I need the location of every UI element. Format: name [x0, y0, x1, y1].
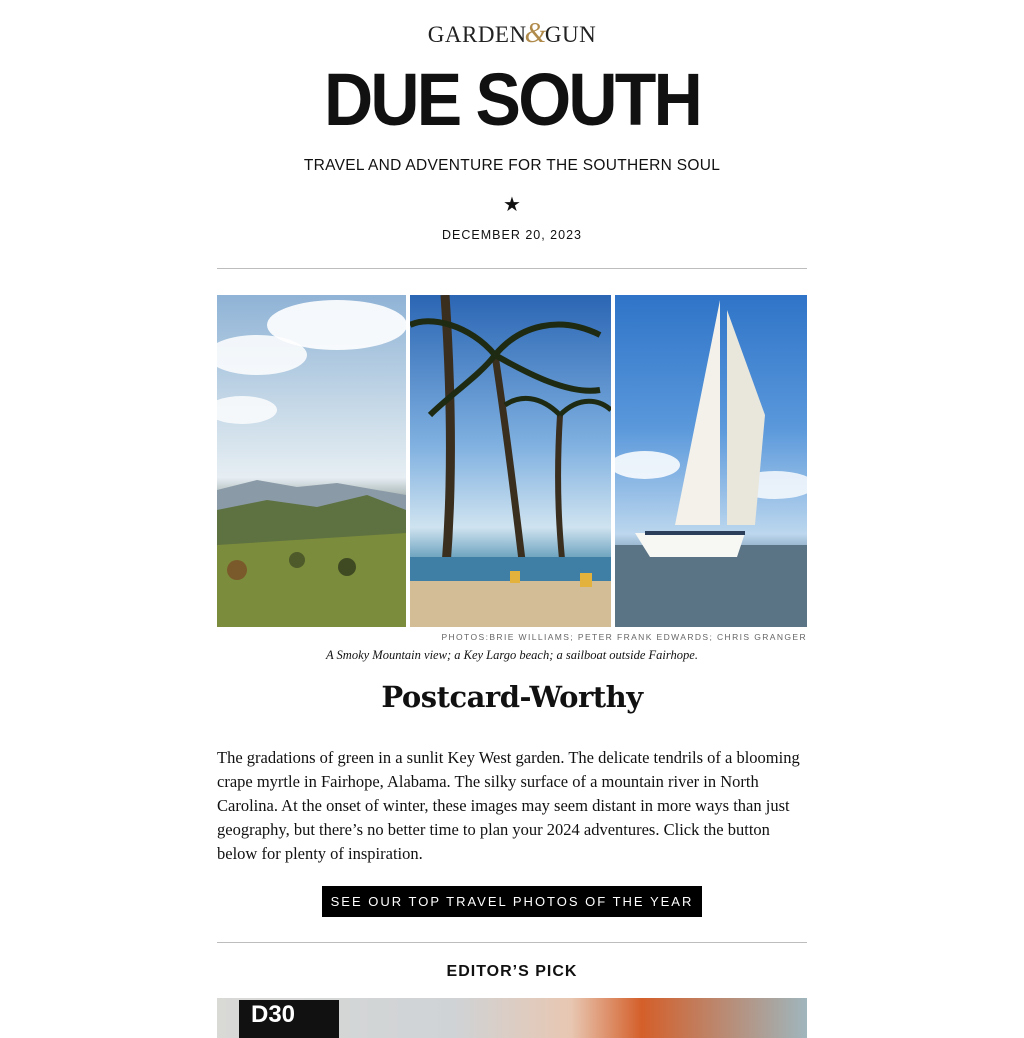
- logo-text-right: GUN: [544, 22, 597, 47]
- garden-and-gun-logo[interactable]: [217, 18, 807, 50]
- photo-caption: A Smoky Mountain view; a Key Largo beach; a sailboat outside Fairhope.: [326, 648, 698, 662]
- logo-ampersand: &: [524, 18, 547, 49]
- divider: [217, 268, 807, 269]
- fairhope-sailboat-photo[interactable]: [615, 295, 807, 627]
- mountain-illustration: [217, 295, 406, 627]
- article-headline: Postcard-Worthy: [381, 680, 643, 714]
- newsletter-title: DUE SOUTH: [323, 58, 701, 141]
- hero-photo-triptych[interactable]: [217, 295, 807, 627]
- newsletter-tagline: TRAVEL AND ADVENTURE FOR THE SOUTHERN SOUL: [303, 157, 721, 174]
- editors-pick-image[interactable]: [217, 998, 807, 1038]
- editors-pick-heading: EDITOR’S PICK: [446, 963, 578, 980]
- key-largo-beach-photo[interactable]: [410, 295, 611, 627]
- smoky-mountain-photo[interactable]: [217, 295, 406, 627]
- logo-text-left: GARDEN: [427, 22, 527, 47]
- palm-beach-illustration: [410, 295, 611, 627]
- see-top-travel-photos-button[interactable]: SEE OUR TOP TRAVEL PHOTOS OF THE YEAR: [322, 886, 702, 917]
- divider: [217, 942, 807, 943]
- photo-credit: PHOTOS:BRIE WILLIAMS; PETER FRANK EDWARDS; CHRIS GRANGER: [441, 632, 807, 642]
- article-body: The gradations of green in a sunlit Key West garden. The delicate tendrils of a blooming crape myrtle in Fairhope, Alabama. The silky surface of a mountain river in North Carolina. At the onset of winter, these images may seem distant in more ways than just geography, but there’s no better time to plan your 2024 adventures. Click the button below for plenty of inspiration.: [217, 748, 800, 863]
- star-icon: ★: [503, 192, 521, 216]
- gate-sign: D30: [239, 1000, 339, 1038]
- issue-date: DECEMBER 20, 2023: [442, 228, 582, 242]
- sailboat-illustration: [615, 295, 807, 627]
